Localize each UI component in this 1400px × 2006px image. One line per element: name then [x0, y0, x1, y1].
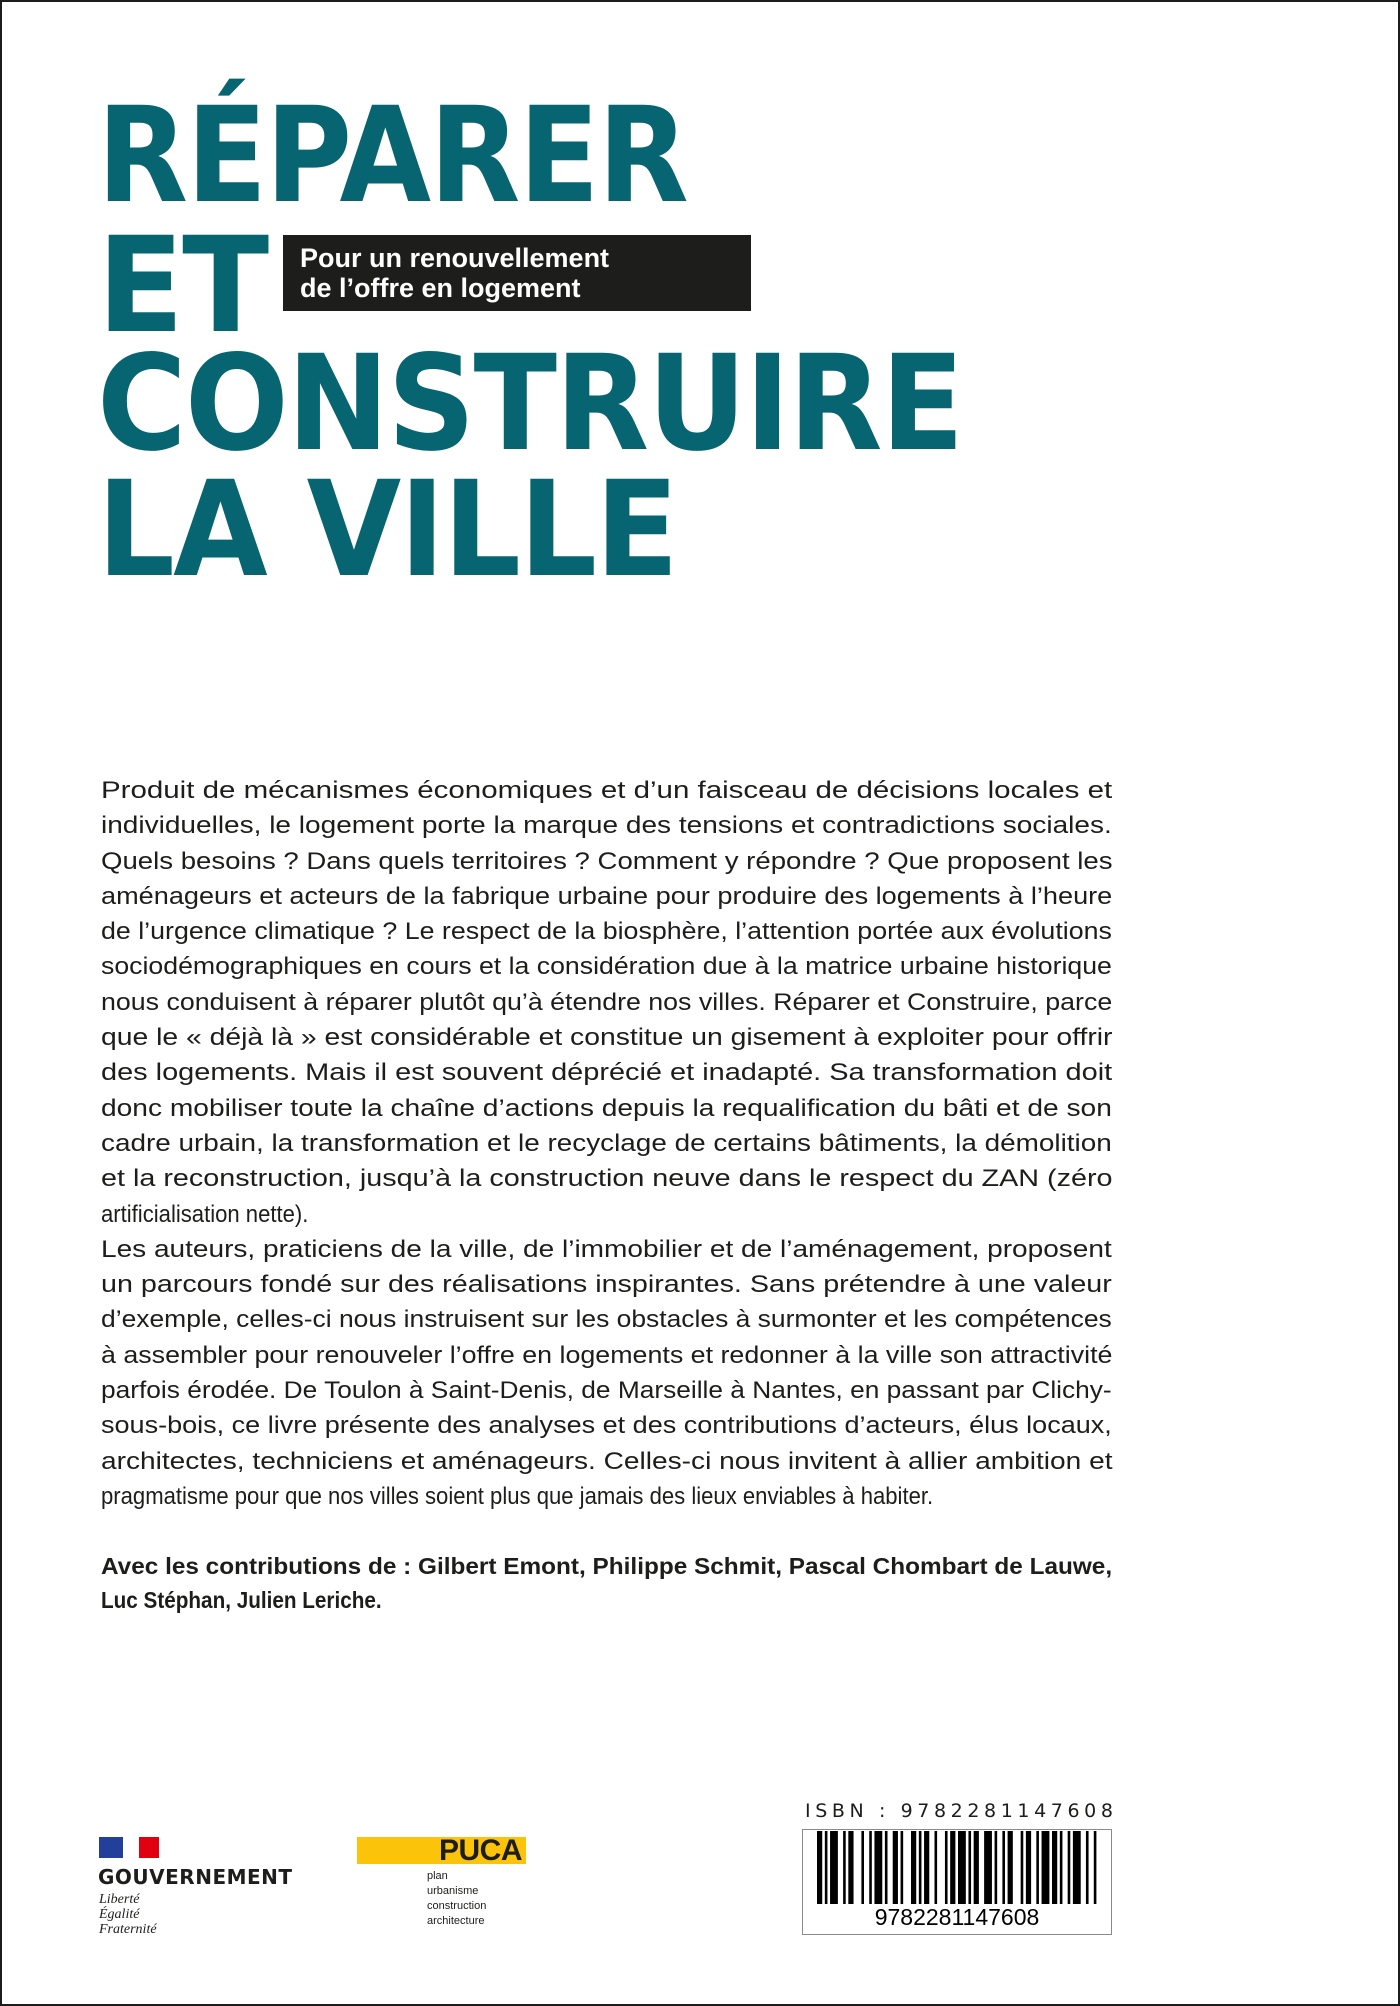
barcode-bar [1002, 1831, 1005, 1904]
isbn-label: ISBN : 9782281147608 [805, 1800, 1118, 1822]
barcode-bar [1068, 1831, 1071, 1904]
summary-line: et la reconstruction, jusqu’à la construction neuve dans le respect du ZAN (zéro [101, 1165, 1113, 1193]
puca-bar [357, 1834, 526, 1867]
barcode [802, 1829, 1112, 1935]
summary-line: parfois érodée. De Toulon à Saint-Denis, de Marseille à Nantes, en passant par Clichy- [101, 1377, 1112, 1405]
barcode-bar [935, 1831, 938, 1904]
barcode-icon [817, 1831, 1099, 1904]
barcode-bar [945, 1831, 948, 1904]
puca-word: urbanisme [427, 1885, 479, 1897]
motto-line: Liberté [99, 1892, 140, 1907]
subtitle-line-2: de l’offre en logement [300, 273, 581, 303]
barcode-bar [974, 1831, 979, 1904]
barcode-bar [958, 1831, 966, 1904]
title-line-2: ET [97, 209, 268, 363]
summary-line: que le « déjà là » est considérable et constitue un gisement à exploiter pour offrir [101, 1024, 1113, 1052]
summary-line: aménageurs et acteurs de la fabrique urbaine pour produire des logements à l’heure [101, 882, 1113, 910]
summary-line: pragmatisme pour que nos villes soient plus que jamais des lieux enviables à habiter. [101, 1482, 934, 1510]
barcode-bar [874, 1831, 882, 1904]
barcode-bar [843, 1831, 846, 1904]
summary-line: un parcours fondé sur des réalisations inspirantes. Sans prétendre à une valeur [101, 1271, 1112, 1299]
summary-line: Quels besoins ? Dans quels territoires ? Comment y répondre ? Que proposent les [101, 847, 1113, 875]
summary-line: sociodémographiques en cours et la considération due à la matrice urbaine historique [101, 953, 1112, 981]
barcode-bar [1086, 1831, 1089, 1904]
puca-word: construction [427, 1900, 487, 1912]
puca-words [427, 1869, 486, 1929]
government-name: GOUVERNEMENT [98, 1865, 293, 1889]
summary-line: cadre urbain, la transformation et le recyclage de certains bâtiments, la démolition [101, 1129, 1112, 1157]
barcode-bar [901, 1831, 904, 1904]
summary-line: des logements. Mais il est souvent déprécié et inadapté. Sa transformation doit [101, 1059, 1113, 1087]
summary-line: à assembler pour renouveler l’offre en logements et redonner à la ville son attractivité [101, 1341, 1113, 1369]
summary-line: sous-bois, ce livre présente des analyses et des contributions d’acteurs, élus locaux, [101, 1412, 1112, 1440]
summary-line: nous conduisent à réparer plutôt qu’à étendre nos villes. Réparer et Construire, parce [101, 988, 1113, 1016]
barcode-bar [817, 1831, 822, 1904]
barcode-bar [1073, 1831, 1081, 1904]
puca-logo [357, 1834, 537, 1947]
barcode-bar [861, 1831, 864, 1904]
summary-line: de l’urgence climatique ? Le respect de la biosphère, l’attention portée aux évolutions [101, 918, 1112, 946]
subtitle-line-1: Pour un renouvellement [300, 243, 610, 273]
summary-line: artificialisation nette). [101, 1200, 309, 1228]
barcode-bar [919, 1831, 922, 1904]
barcode-bar [825, 1831, 828, 1904]
contributors-line: Avec les contributions de : Gilbert Emont, Philippe Schmit, Pascal Chombart de Lauwe, [101, 1553, 1113, 1579]
puca-name: PUCA [438, 1834, 522, 1867]
summary-text [101, 773, 1112, 1514]
barcode-bar [984, 1831, 992, 1904]
motto-line: Fraternité [99, 1922, 157, 1937]
barcode-bar [911, 1831, 916, 1904]
barcode-bar [869, 1831, 872, 1904]
puca-word: plan [427, 1870, 448, 1882]
title-line-3: CONSTRUIRE [97, 327, 963, 481]
barcode-bar [1094, 1831, 1097, 1904]
barcode-bar [830, 1831, 838, 1904]
summary-line: d’exemple, celles-ci nous instruisent sur les obstacles à surmonter et les compétences [101, 1306, 1112, 1334]
barcode-bar [1026, 1831, 1031, 1904]
barcode-bar [1060, 1831, 1063, 1904]
barcode-bar [1052, 1831, 1057, 1904]
barcode-bar [1036, 1831, 1039, 1904]
barcode-bar [1021, 1831, 1024, 1904]
barcode-bar [950, 1831, 955, 1904]
barcode-bar [885, 1831, 888, 1904]
government-logo [98, 1835, 308, 1945]
title-line-1: RÉPARER [97, 79, 688, 233]
puca-word: architecture [427, 1915, 485, 1927]
marianne-flag-icon [99, 1837, 159, 1858]
barcode-bar [968, 1831, 971, 1904]
summary-line: donc mobiliser toute la chaîne d’actions depuis la requalification du bâti et de son [101, 1094, 1112, 1122]
summary-line: architectes, techniciens et aménageurs. Celles-ci nous invitent à allier ambition et [101, 1447, 1113, 1475]
government-motto [99, 1892, 157, 1937]
barcode-number: 9782281147608 [874, 1904, 1040, 1930]
barcode-bar [924, 1831, 929, 1904]
barcode-bar [1008, 1831, 1013, 1904]
subtitle-box [283, 235, 751, 311]
title-line-4: LA VILLE [97, 453, 677, 607]
barcode-bar [995, 1831, 998, 1904]
summary-line: Produit de mécanismes économiques et d’un faisceau de décisions locales et [101, 777, 1113, 804]
barcode-bar [1042, 1831, 1050, 1904]
summary-line: individuelles, le logement porte la marque des tensions et contradictions sociales. [101, 812, 1112, 840]
summary-line: Les auteurs, praticiens de la ville, de l’immobilier et de l’aménagement, proposent [101, 1235, 1112, 1263]
barcode-bar [893, 1831, 898, 1904]
barcode-bar [848, 1831, 853, 1904]
motto-line: Égalité [99, 1907, 140, 1922]
contributors [101, 1549, 1112, 1617]
contributors-line: Luc Stéphan, Julien Leriche. [101, 1587, 382, 1613]
